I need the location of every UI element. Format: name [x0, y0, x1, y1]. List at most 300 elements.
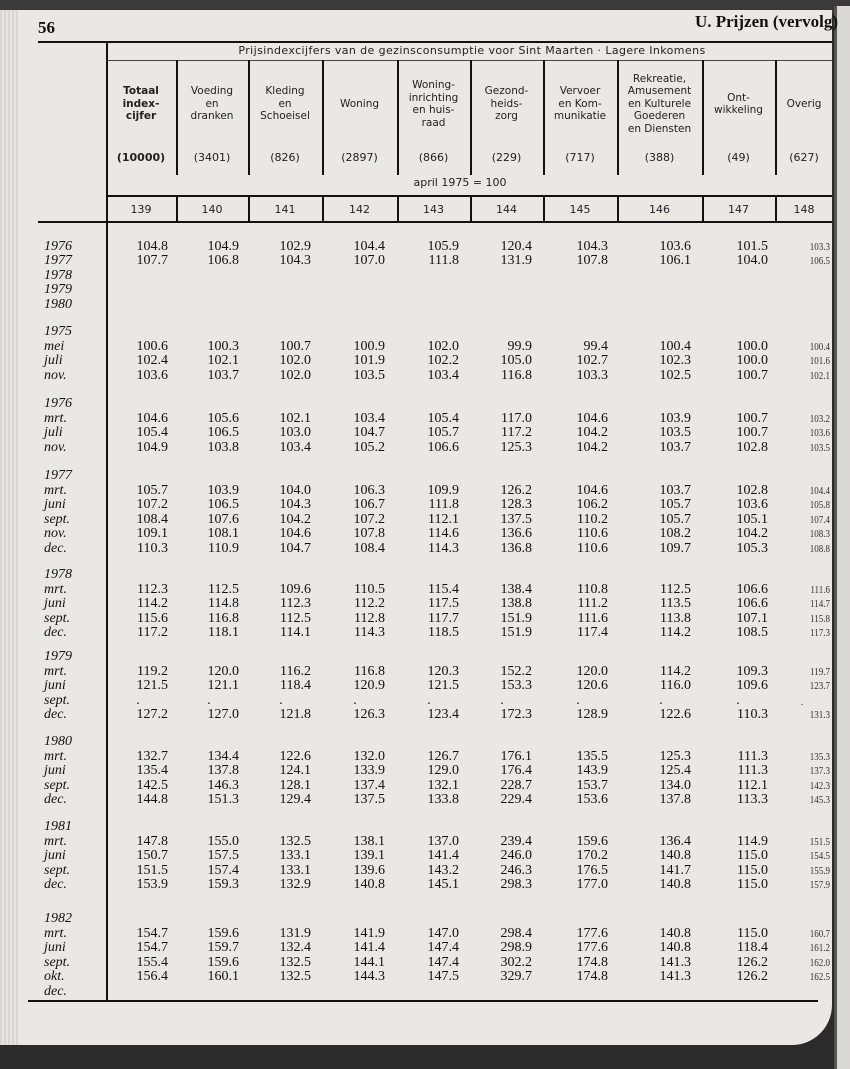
- table-cell: 298.9: [500, 940, 532, 956]
- table-cell: 105.3: [736, 540, 768, 556]
- table-cell: 151.9: [500, 610, 532, 626]
- header-bottom-rule: [38, 221, 832, 223]
- row-label: mrt.: [44, 749, 67, 764]
- table-cell: 112.3: [137, 582, 168, 597]
- row-label: mrt.: [44, 483, 67, 498]
- table-cell: 157.9: [809, 879, 830, 892]
- table-cell: 111.3: [737, 763, 768, 779]
- column-label-line: Gezond-: [484, 85, 529, 98]
- table-cell: 127.2: [136, 707, 168, 723]
- column-label-line: wikkeling: [714, 104, 763, 116]
- table-cell: 110.2: [577, 511, 608, 527]
- row-label: nov.: [44, 439, 67, 455]
- facing-page-edge: [834, 6, 850, 1069]
- table-cell: 100.7: [736, 367, 768, 383]
- table-cell: 109.7: [659, 540, 691, 556]
- column-label-line: en huis-: [412, 104, 455, 116]
- table-cell: 162.0: [809, 956, 830, 969]
- table-cell: 120.0: [576, 664, 608, 679]
- table-cell: 100.7: [279, 339, 311, 354]
- table-cell: 137.8: [207, 763, 239, 779]
- table-cell: 141.3: [659, 969, 691, 985]
- column-label-line: en: [278, 97, 292, 110]
- table-cell: 121.5: [427, 678, 459, 694]
- table-cell: 126.7: [427, 749, 459, 764]
- table-cell: 154.5: [809, 850, 830, 863]
- table-cell: 137.0: [427, 834, 459, 849]
- column-weight: (866): [418, 151, 449, 164]
- table-cell: 106.6: [427, 439, 459, 455]
- row-label: dec.: [44, 877, 67, 893]
- table-cell: 109.1: [136, 526, 168, 542]
- group-year-label: 1975: [44, 324, 72, 339]
- table-cell: 120.9: [353, 678, 385, 694]
- table-cell: 105.8: [809, 499, 830, 512]
- column-label-line: Kleding: [265, 85, 305, 98]
- table-cell: 129.4: [279, 792, 311, 808]
- table-cell: 246.0: [500, 848, 532, 864]
- column-code: 144: [496, 203, 517, 216]
- table-cell: 106.6: [736, 582, 768, 597]
- table-bottom-rule: [28, 1000, 818, 1002]
- table-cell: 106.8: [207, 253, 239, 269]
- column-label: [340, 58, 379, 150]
- column-label-line: Ont-: [727, 91, 750, 104]
- table-cell: 155.0: [207, 834, 239, 849]
- table-cell: ·: [499, 696, 505, 712]
- table-cell: 144.8: [136, 792, 168, 808]
- column-weight: (388): [644, 151, 675, 164]
- table-cell: 103.7: [207, 367, 239, 383]
- row-label: mrt.: [44, 582, 67, 597]
- table-cell: 141.7: [659, 862, 691, 878]
- table-cell: 142.3: [809, 779, 830, 792]
- table-cell: 153.6: [576, 792, 608, 808]
- table-cell: 103.4: [353, 411, 385, 426]
- table-cell: 109.6: [736, 678, 768, 694]
- table-cell: 132.0: [353, 749, 385, 764]
- table-cell: 111.2: [577, 596, 608, 612]
- table-cell: 160.7: [809, 928, 830, 940]
- column-header: [702, 58, 775, 176]
- group-year-label: 1979: [44, 649, 72, 664]
- group-year-label: 1978: [44, 567, 72, 582]
- column-header: [470, 58, 543, 176]
- table-cell: 136.4: [659, 834, 691, 849]
- table-cell: 101.5: [736, 239, 768, 254]
- column-label-line: en Kom-: [558, 97, 602, 110]
- table-cell: 103.8: [207, 439, 239, 455]
- table-cell: 137.5: [353, 792, 385, 808]
- table-cell: 118.4: [280, 678, 311, 694]
- table-cell: 110.5: [354, 582, 385, 597]
- table-cell: 104.3: [576, 239, 608, 254]
- page-number: 56: [38, 18, 55, 37]
- table-cell: 136.8: [500, 540, 532, 556]
- column-label-line: Voeding: [190, 85, 234, 98]
- table-cell: 108.8: [809, 542, 830, 555]
- column-code: 147: [728, 203, 749, 216]
- column-label-line: Overig: [786, 97, 822, 110]
- table-cell: 119.2: [137, 664, 168, 679]
- table-cell: 103.9: [207, 483, 239, 498]
- table-cell: 106.2: [576, 497, 608, 513]
- column-code: 142: [349, 203, 370, 216]
- table-cell: 176.1: [500, 749, 532, 764]
- table-cell: 128.1: [279, 777, 311, 793]
- table-cell: ·: [658, 696, 664, 712]
- table-cell: 102.2: [427, 353, 459, 369]
- table-cell: 100.0: [736, 353, 768, 369]
- column-weight: (627): [789, 151, 819, 164]
- table-cell: 140.8: [659, 926, 691, 941]
- column-label-line: dranken: [190, 110, 234, 123]
- group-year-label: 1976: [44, 396, 72, 411]
- row-label: nov.: [44, 367, 67, 383]
- table-cell: ·: [135, 696, 141, 712]
- table-cell: 104.2: [576, 439, 608, 455]
- row-label: juni: [44, 763, 66, 779]
- row-label: dec.: [44, 983, 67, 999]
- table-cell: 153.3: [500, 678, 532, 694]
- table-cell: 106.1: [659, 253, 691, 269]
- column-label: [260, 58, 310, 150]
- table-cell: 151.5: [809, 836, 830, 848]
- table-cell: 109.3: [736, 664, 768, 679]
- table-cell: 104.7: [353, 425, 385, 441]
- table-cell: 103.4: [279, 439, 311, 455]
- table-cell: 137.5: [500, 511, 532, 527]
- table-cell: 120.4: [500, 239, 532, 254]
- table-cell: 133.1: [279, 862, 311, 878]
- table-cell: 138.8: [500, 596, 532, 612]
- table-cell: 131.3: [809, 709, 830, 722]
- column-weight: (717): [565, 151, 595, 164]
- table-cell: 127.0: [207, 707, 239, 723]
- row-label: mrt.: [44, 926, 67, 941]
- table-cell: 302.2: [500, 954, 532, 970]
- table-cell: 161.2: [809, 942, 830, 955]
- table-cell: 122.6: [279, 749, 311, 764]
- table-cell: 176.4: [500, 763, 532, 779]
- table-cell: 103.0: [279, 425, 311, 441]
- table-cell: 109.6: [279, 582, 311, 597]
- table-cell: 151.5: [136, 862, 168, 878]
- table-cell: 116.8: [354, 664, 385, 679]
- table-cell: 100.4: [809, 341, 830, 353]
- table-cell: 122.6: [659, 707, 691, 723]
- column-label: [123, 58, 160, 150]
- column-label: [485, 58, 529, 150]
- table-cell: 103.5: [659, 425, 691, 441]
- table-cell: 176.5: [576, 862, 608, 878]
- row-label: sept.: [44, 862, 71, 878]
- column-code: 146: [649, 203, 670, 216]
- row-label: nov.: [44, 526, 67, 542]
- table-cell: 172.3: [500, 707, 532, 723]
- table-cell: 118.4: [737, 940, 768, 956]
- table-cell: 114.3: [428, 540, 459, 556]
- table-cell: 107.2: [353, 511, 385, 527]
- table-cell: 141.9: [353, 926, 385, 941]
- column-code: 148: [793, 203, 815, 216]
- table-cell: 229.4: [500, 792, 532, 808]
- table-cell: 108.5: [736, 625, 768, 641]
- table-cell: 157.4: [207, 862, 239, 878]
- table-cell: 147.5: [427, 969, 459, 985]
- table-cell: 104.8: [136, 239, 168, 254]
- table-cell: 160.1: [207, 969, 239, 985]
- table-cell: 102.1: [809, 369, 830, 382]
- column-header: [617, 58, 702, 176]
- table-cell: 129.0: [427, 763, 459, 779]
- group-year-label: 1980: [44, 734, 72, 749]
- table-cell: 115.4: [428, 582, 459, 597]
- table-cell: 131.9: [500, 253, 532, 269]
- table-title: Prijsindexcijfers van de gezinsconsumptie voor Sint Maarten · Lagere Inkomens: [238, 44, 706, 57]
- table-cell: 102.1: [207, 353, 239, 369]
- table-cell: 137.4: [353, 777, 385, 793]
- table-cell: 100.0: [736, 339, 768, 354]
- table-cell: 123.7: [809, 680, 830, 693]
- table-cell: 329.7: [500, 969, 532, 985]
- table-cell: 147.0: [427, 926, 459, 941]
- table-cell: 151.3: [207, 792, 239, 808]
- table-cell: 104.4: [353, 239, 385, 254]
- table-cell: 111.6: [810, 584, 830, 596]
- table-cell: 246.3: [500, 862, 532, 878]
- column-weight: (49): [727, 151, 750, 164]
- table-cell: 126.2: [736, 969, 768, 985]
- column-label-line: cijfer: [125, 110, 157, 123]
- table-cell: 112.1: [428, 511, 459, 527]
- table-cell: 111.8: [428, 253, 459, 269]
- table-cell: 155.4: [136, 954, 168, 970]
- table-cell: 103.5: [809, 441, 830, 454]
- table-cell: 170.2: [576, 848, 608, 864]
- table-cell: 115.0: [737, 862, 768, 878]
- column-header: [106, 58, 176, 176]
- table-cell: 116.8: [208, 610, 239, 626]
- page-binding-edge: [0, 10, 18, 1045]
- table-cell: 104.0: [279, 483, 311, 498]
- table-cell: 114.1: [280, 625, 311, 641]
- table-cell: 102.3: [659, 353, 691, 369]
- table-cell: 154.7: [136, 926, 168, 941]
- table-cell: 145.3: [809, 794, 830, 807]
- table-cell: 105.7: [136, 483, 168, 498]
- table-cell: 105.7: [659, 511, 691, 527]
- table-cell: 100.3: [207, 339, 239, 354]
- column-label-line: munikatie: [553, 110, 607, 123]
- column-label: [628, 58, 691, 150]
- table-cell: 124.1: [279, 763, 311, 779]
- table-cell: 101.6: [809, 355, 830, 368]
- table-cell: 151.9: [500, 625, 532, 641]
- table-cell: 150.7: [136, 848, 168, 864]
- table-cell: ·: [575, 696, 581, 712]
- table-cell: 174.8: [576, 969, 608, 985]
- table-cell: 228.7: [500, 777, 532, 793]
- table-cell: 102.7: [576, 353, 608, 369]
- table-cell: 113.3: [737, 792, 768, 808]
- table-cell: 114.9: [737, 834, 768, 849]
- table-cell: 132.9: [279, 877, 311, 893]
- column-label-line: raad: [421, 116, 446, 129]
- table-cell: 105.4: [427, 411, 459, 426]
- table-cell: 104.6: [576, 483, 608, 498]
- table-cell: 100.7: [736, 411, 768, 426]
- table-cell: 108.2: [659, 526, 691, 542]
- table-cell: 126.2: [500, 483, 532, 498]
- table-cell: 143.9: [576, 763, 608, 779]
- column-label-line: en: [205, 97, 219, 110]
- table-cell: 121.1: [207, 678, 239, 694]
- column-weight: (10000): [116, 151, 166, 164]
- table-cell: 107.8: [576, 253, 608, 269]
- row-label: juni: [44, 596, 66, 612]
- table-cell: 114.2: [660, 625, 691, 641]
- table-cell: 100.6: [136, 339, 168, 354]
- table-cell: 104.2: [279, 511, 311, 527]
- table-cell: 141.3: [659, 954, 691, 970]
- column-label-line: Vervoer: [559, 85, 601, 98]
- table-cell: 107.8: [353, 526, 385, 542]
- table-cell: 117.2: [137, 625, 168, 641]
- column-label-line: Schoeisel: [260, 110, 310, 123]
- table-cell: 177.0: [576, 877, 608, 893]
- column-weight: (826): [270, 151, 300, 164]
- table-cell: 118.1: [208, 625, 239, 641]
- row-label: dec.: [44, 792, 67, 808]
- table-cell: 137.8: [659, 792, 691, 808]
- table-cell: 123.4: [427, 707, 459, 723]
- table-cell: 125.3: [500, 439, 532, 455]
- table-cell: 102.1: [279, 411, 311, 426]
- column-label: [787, 58, 822, 150]
- column-label-line: index-: [122, 97, 160, 110]
- section-title: U. Prijzen (vervolg): [694, 12, 838, 31]
- table-cell: 112.5: [208, 582, 239, 597]
- table-cell: 117.3: [810, 627, 830, 640]
- table-cell: 115.8: [810, 612, 830, 625]
- table-cell: 104.2: [576, 425, 608, 441]
- column-code: 141: [274, 203, 296, 216]
- table-cell: 159.6: [207, 926, 239, 941]
- table-cell: 107.6: [207, 511, 239, 527]
- table-cell: 104.3: [279, 497, 311, 513]
- table-cell: 141.4: [427, 848, 459, 864]
- column-code: 145: [569, 203, 591, 216]
- table-cell: 113.5: [660, 596, 691, 612]
- column-label-line: zorg: [495, 110, 518, 123]
- table-cell: 104.9: [136, 439, 168, 455]
- table-cell: 107.2: [136, 497, 168, 513]
- column-label: [714, 58, 763, 150]
- table-cell: 119.7: [810, 666, 830, 678]
- table-cell: 104.6: [576, 411, 608, 426]
- table-cell: 112.8: [354, 610, 385, 626]
- table-cell: 146.3: [207, 777, 239, 793]
- row-label: juni: [44, 497, 66, 513]
- row-label: juli: [44, 425, 63, 441]
- index-base-note: april 1975 = 100: [413, 176, 507, 189]
- row-label: mei: [44, 339, 65, 354]
- table-cell: 162.5: [809, 971, 830, 984]
- table-cell: 114.7: [810, 598, 830, 611]
- table-cell: 104.0: [736, 253, 768, 269]
- row-label: 1980: [44, 296, 72, 312]
- table-cell: 102.4: [136, 353, 168, 369]
- table-cell: 114.2: [137, 596, 168, 612]
- row-label: sept.: [44, 692, 71, 708]
- table-cell: 117.5: [428, 596, 459, 612]
- table-cell: 140.8: [659, 940, 691, 956]
- table-cell: 131.9: [279, 926, 311, 941]
- column-label: [554, 58, 606, 150]
- table-cell: 140.8: [659, 877, 691, 893]
- table-cell: 120.0: [207, 664, 239, 679]
- table-cell: 112.1: [737, 777, 768, 793]
- table-cell: 239.4: [500, 834, 532, 849]
- column-code: 143: [423, 203, 444, 216]
- row-label: okt.: [44, 969, 65, 985]
- column-label-line: Woning: [339, 97, 380, 110]
- table-cell: 135.4: [136, 763, 168, 779]
- table-cell: 104.9: [207, 239, 239, 254]
- table-cell: 102.0: [279, 367, 311, 383]
- row-label: juni: [44, 940, 66, 956]
- code-row-top-rule: [106, 195, 832, 197]
- table-cell: 133.1: [279, 848, 311, 864]
- table-cell: 99.9: [507, 339, 532, 354]
- table-cell: 110.6: [577, 526, 608, 542]
- table-cell: 102.9: [279, 239, 311, 254]
- row-label: sept.: [44, 954, 71, 970]
- table-cell: 103.7: [659, 439, 691, 455]
- table-cell: 103.3: [576, 367, 608, 383]
- column-header: [775, 58, 833, 176]
- table-cell: 110.3: [137, 540, 168, 556]
- table-cell: 154.7: [136, 940, 168, 956]
- table-cell: 159.6: [207, 954, 239, 970]
- table-cell: 110.3: [737, 707, 768, 723]
- table-cell: 112.5: [280, 610, 311, 626]
- table-cell: 126.3: [353, 707, 385, 723]
- table-cell: 104.6: [136, 411, 168, 426]
- table-cell: 110.9: [208, 540, 239, 556]
- row-label: sept.: [44, 777, 71, 793]
- table-cell: 105.7: [659, 497, 691, 513]
- table-cell: 108.4: [353, 540, 385, 556]
- column-label-line: Woning-: [412, 79, 455, 91]
- table-cell: 144.1: [353, 954, 385, 970]
- table-cell: 142.5: [136, 777, 168, 793]
- table-cell: 103.6: [809, 427, 830, 440]
- table-cell: 117.2: [501, 425, 532, 441]
- column-code: 139: [130, 203, 152, 216]
- table-cell: 102.0: [427, 339, 459, 354]
- table-cell: 141.4: [353, 940, 385, 956]
- table-cell: 120.3: [427, 664, 459, 679]
- table-cell: 105.1: [736, 511, 768, 527]
- table-cell: 103.6: [659, 239, 691, 254]
- table-cell: 103.7: [659, 483, 691, 498]
- table-cell: ·: [206, 696, 212, 712]
- table-cell: 112.5: [660, 582, 691, 597]
- table-cell: 128.3: [500, 497, 532, 513]
- table-cell: 107.0: [353, 253, 385, 269]
